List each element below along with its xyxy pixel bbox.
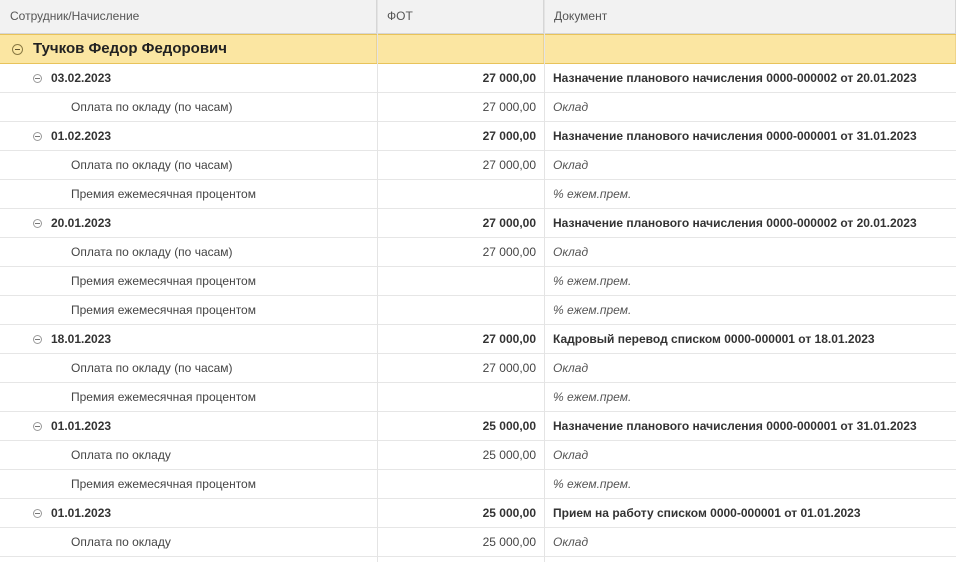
- accrual-label: Премия ежемесячная процентом: [71, 303, 256, 317]
- accrual-name-cell[interactable]: [0, 238, 377, 266]
- date-group-row[interactable]: [0, 499, 956, 528]
- employee-name: Тучков Федор Федорович: [33, 40, 227, 57]
- fot-cell[interactable]: 27 000,00: [482, 100, 536, 114]
- column-header-employee[interactable]: Сотрудник/Начисление: [0, 0, 377, 33]
- accrual-row[interactable]: [0, 238, 956, 267]
- collapse-icon[interactable]: [33, 74, 42, 83]
- accrual-row[interactable]: [0, 151, 956, 180]
- employee-document-cell[interactable]: [544, 35, 956, 63]
- accrual-name-cell[interactable]: [0, 383, 377, 411]
- fot-cell[interactable]: [377, 383, 544, 411]
- fot-cell[interactable]: 27 000,00: [482, 129, 536, 143]
- fot-cell[interactable]: 27 000,00: [482, 216, 536, 230]
- accrual-label: Оплата по окладу: [71, 535, 171, 549]
- accrual-row[interactable]: [0, 93, 956, 122]
- document-cell[interactable]: % ежем.прем.: [553, 187, 632, 201]
- date-cell[interactable]: [0, 64, 377, 92]
- document-cell[interactable]: Оклад: [553, 535, 589, 549]
- accrual-row[interactable]: [0, 441, 956, 470]
- date-label: 01.01.2023: [51, 419, 112, 433]
- fot-cell[interactable]: [377, 296, 544, 324]
- accrual-row[interactable]: [0, 383, 956, 412]
- date-cell[interactable]: [0, 209, 377, 237]
- date-label: 01.02.2023: [51, 129, 112, 143]
- accrual-label: Оплата по окладу (по часам): [71, 158, 233, 172]
- document-cell[interactable]: Назначение планового начисления 0000-000002 от 20.01.2023: [553, 71, 917, 85]
- accrual-name-cell[interactable]: [0, 354, 377, 382]
- date-group-row[interactable]: [0, 64, 956, 93]
- accrual-row[interactable]: [0, 354, 956, 383]
- date-label: 03.02.2023: [51, 71, 112, 85]
- collapse-icon[interactable]: [33, 422, 42, 431]
- accrual-label: Премия ежемесячная процентом: [71, 390, 256, 404]
- accrual-name-cell[interactable]: [0, 296, 377, 324]
- accrual-label: Оплата по окладу (по часам): [71, 100, 233, 114]
- collapse-icon[interactable]: [12, 44, 23, 55]
- document-cell[interactable]: Назначение планового начисления 0000-000001 от 31.01.2023: [553, 129, 917, 143]
- fot-cell[interactable]: 27 000,00: [482, 332, 536, 346]
- column-header-document[interactable]: Документ: [544, 0, 956, 33]
- document-cell[interactable]: Назначение планового начисления 0000-000001 от 31.01.2023: [553, 419, 917, 433]
- date-label: 20.01.2023: [51, 216, 112, 230]
- date-label: 18.01.2023: [51, 332, 112, 346]
- document-cell[interactable]: Оклад: [553, 158, 589, 172]
- grid-body: [0, 64, 956, 557]
- document-cell[interactable]: Кадровый перевод списком 0000-000001 от 18.01.2023: [553, 332, 875, 346]
- employee-fot-cell[interactable]: [377, 35, 544, 63]
- accrual-row[interactable]: [0, 296, 956, 325]
- employee-cell[interactable]: [0, 35, 377, 63]
- fot-cell[interactable]: [377, 470, 544, 498]
- accrual-label: Оплата по окладу (по часам): [71, 245, 233, 259]
- accrual-row[interactable]: [0, 180, 956, 209]
- document-cell[interactable]: Оклад: [553, 245, 589, 259]
- fot-cell[interactable]: 27 000,00: [482, 245, 536, 259]
- collapse-icon[interactable]: [33, 335, 42, 344]
- column-divider[interactable]: [544, 0, 545, 562]
- accrual-name-cell[interactable]: [0, 441, 377, 469]
- date-group-row[interactable]: [0, 209, 956, 238]
- fot-cell[interactable]: 25 000,00: [482, 535, 536, 549]
- collapse-icon[interactable]: [33, 132, 42, 141]
- accrual-label: Премия ежемесячная процентом: [71, 477, 256, 491]
- accrual-label: Оплата по окладу (по часам): [71, 361, 233, 375]
- date-cell[interactable]: [0, 325, 377, 353]
- column-header-fot[interactable]: ФОТ: [377, 0, 544, 33]
- fot-cell[interactable]: 25 000,00: [482, 448, 536, 462]
- document-cell[interactable]: % ежем.прем.: [553, 477, 632, 491]
- date-group-row[interactable]: [0, 325, 956, 354]
- document-cell[interactable]: Прием на работу списком 0000-000001 от 01.01.2023: [553, 506, 861, 520]
- accrual-name-cell[interactable]: [0, 528, 377, 556]
- accrual-label: Премия ежемесячная процентом: [71, 187, 256, 201]
- document-cell[interactable]: % ежем.прем.: [553, 274, 632, 288]
- accrual-row[interactable]: [0, 267, 956, 296]
- date-label: 01.01.2023: [51, 506, 112, 520]
- fot-cell[interactable]: [377, 180, 544, 208]
- document-cell[interactable]: Оклад: [553, 361, 589, 375]
- fot-cell[interactable]: 27 000,00: [482, 361, 536, 375]
- collapse-icon[interactable]: [33, 219, 42, 228]
- accrual-name-cell[interactable]: [0, 267, 377, 295]
- accrual-name-cell[interactable]: [0, 93, 377, 121]
- fot-cell[interactable]: 25 000,00: [482, 506, 536, 520]
- accrual-name-cell[interactable]: [0, 151, 377, 179]
- fot-cell[interactable]: [377, 267, 544, 295]
- accrual-row[interactable]: [0, 528, 956, 557]
- document-cell[interactable]: % ежем.прем.: [553, 390, 632, 404]
- document-cell[interactable]: Назначение планового начисления 0000-000002 от 20.01.2023: [553, 216, 917, 230]
- fot-cell[interactable]: 27 000,00: [482, 71, 536, 85]
- date-cell[interactable]: [0, 122, 377, 150]
- date-cell[interactable]: [0, 412, 377, 440]
- date-cell[interactable]: [0, 499, 377, 527]
- document-cell[interactable]: Оклад: [553, 100, 589, 114]
- accrual-name-cell[interactable]: [0, 180, 377, 208]
- grid-header: [0, 0, 956, 34]
- accrual-label: Оплата по окладу: [71, 448, 171, 462]
- fot-cell[interactable]: 27 000,00: [482, 158, 536, 172]
- date-group-row[interactable]: [0, 412, 956, 441]
- fot-cell[interactable]: 25 000,00: [482, 419, 536, 433]
- collapse-icon[interactable]: [33, 509, 42, 518]
- date-group-row[interactable]: [0, 122, 956, 151]
- accrual-name-cell[interactable]: [0, 470, 377, 498]
- document-cell[interactable]: % ежем.прем.: [553, 303, 632, 317]
- accrual-label: Премия ежемесячная процентом: [71, 274, 256, 288]
- accrual-row[interactable]: [0, 470, 956, 499]
- document-cell[interactable]: Оклад: [553, 448, 589, 462]
- column-divider[interactable]: [377, 0, 378, 562]
- employee-group-row[interactable]: [0, 34, 956, 64]
